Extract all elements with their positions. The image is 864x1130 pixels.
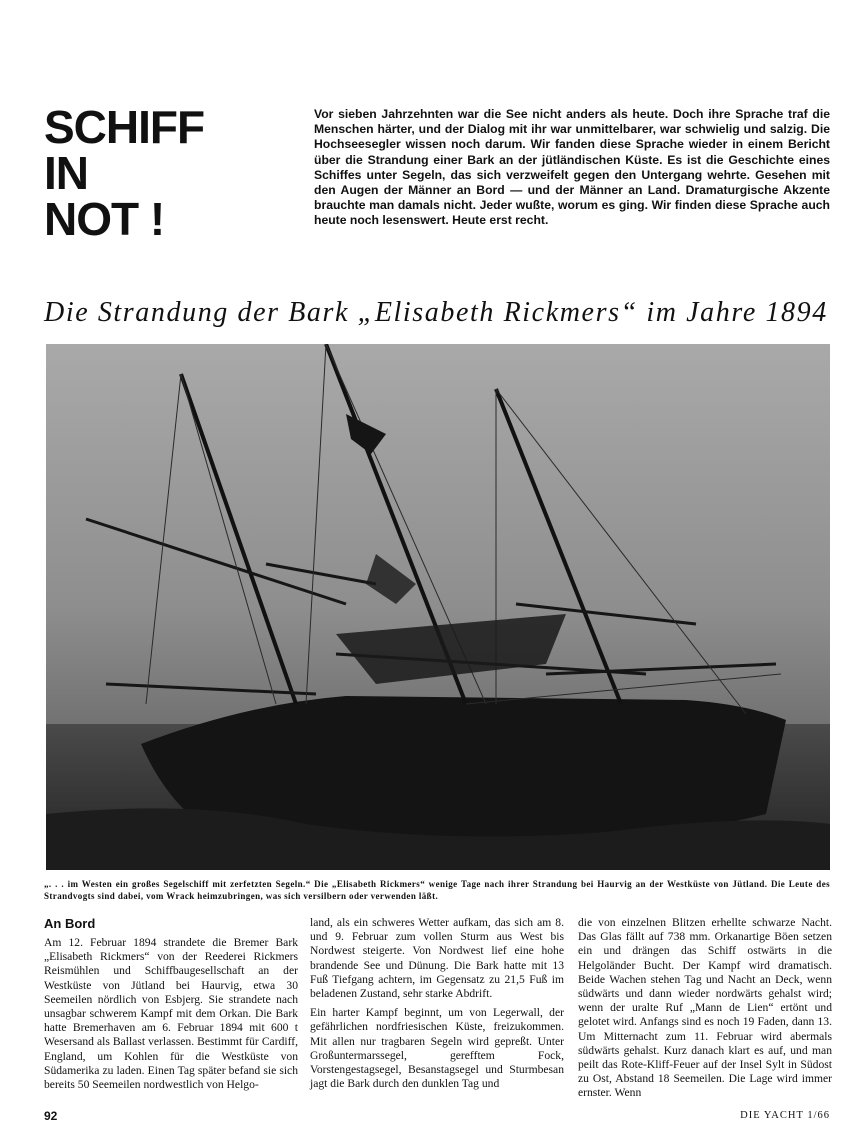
- column-1-paragraph-1: Am 12. Februar 1894 strandete die Bremer Bark „Elisabeth Rickmers“ von der Reederei Rickmers Reismühlen und Schiffbaugesellschaft an der Westküste von Jütland bei Haurvig, etwa 30 Seemeilen nördlich von Esbjerg. Sie strandete nach unsagbar schwerem Kampf mit dem Orkan. Die Bark hatte Bremerhaven am 6. Februar 1894 mit 600 t Wesersand als Ballast verlassen. Bestimmt für Cardiff, England, um Kohlen für die Westküste von Südamerika zu laden. Einen Tag später befand sie sich bereits 50 Seemeilen nordwestlich von Helgo-: [44, 936, 298, 1092]
- article-title: [44, 101, 284, 245]
- title-line-1: SCHIFF: [44, 101, 205, 153]
- title-line-3: NOT !: [44, 193, 165, 245]
- column-2-paragraph-2: Ein harter Kampf beginnt, um von Legerwall, der gefährlichen nordfriesischen Küste, freizukommen. Mit allen nur tragbaren Segeln wird gepreßt. Unter Großuntermarssegel, gerefftem Fock, Vorstengestagsegel, Besanstagsegel und Sturmbesan jagt die Bark durch den dunklen Tag und: [310, 1006, 564, 1091]
- article-column-1: [44, 916, 298, 1097]
- column-3-paragraph-1: die von einzelnen Blitzen erhellte schwarze Nacht. Das Glas fällt auf 738 mm. Orkanartige Böen setzen ein und drängen das Schiff ostwärts in die Helgoländer Bucht. Der Kampf wird dramatisch. Beide Wachen stehen Tag und Nacht an Deck, wenn südwärts und dann wieder nordwärts gehalst wird; wenn der uralte Ruf „Mann de Lien“ ertönt und gelotet wird. Anfangs sind es noch 19 Faden, dann 13. Um Mitternacht zum 11. Februar wird abermals südwärts gehalst. Kurz danach klart es auf, und man peilt das Rote-Kliff-Feuer auf der Insel Sylt in Südost zu Ost, Abstand 18 Seemeilen. Die Lage wird immer ernster. Wenn: [578, 916, 832, 1100]
- section-heading: An Bord: [44, 916, 96, 931]
- page-number: 92: [44, 1109, 58, 1123]
- article-column-2: [310, 916, 564, 1096]
- shipwreck-photo: [46, 344, 830, 870]
- article-subtitle: Die Strandung der Bark „Elisabeth Rickmers“ im Jahre 1894: [44, 297, 828, 328]
- photo-caption: „. . . im Westen ein großes Segelschiff mit zerfetzten Segeln.“ Die „Elisabeth Rickmers“ wenige Tage nach ihrer Strandung bei Haurvig an der Westküste von Jütland. Die Leute des Strandvogts sind dabei, vom Wrack heimzubringen, was sich versilbern oder verwenden läßt.: [44, 879, 830, 901]
- column-2-paragraph-1: land, als ein schweres Wetter aufkam, das sich am 8. und 9. Februar zum vollen Sturm aus West bis Nordwest steigerte. Von Nordwest lief eine hohe brandende See und Dünung. Die Bark hatte mit 13 Fuß Tiefgang achtern, im Gegensatz zu 21,5 Fuß im beladenen Zustand, sehr starke Abdrift.: [310, 916, 564, 1001]
- article-column-3: [578, 916, 832, 1106]
- title-line-2: IN: [44, 147, 88, 199]
- shipwreck-photo-illustration: [46, 344, 830, 870]
- intro-paragraph: Vor sieben Jahrzehnten war die See nicht anders als heute. Doch ihre Sprache traf die Menschen härter, und der Dialog mit ihr war unmittelbarer, war schwielig und salzig. Die Hochseesegler wissen noch darum. Wir fanden diese Sprache wieder in einem Bericht über die Strandung einer Bark an der jütländischen Küste. Es ist die Geschichte eines Schiffes unter Segeln, das sich verzweifelt gegen den Untergang wehrte. Gesehen mit den Augen der Männer an Bord — und der Männer an Land. Dramaturgische Akzente brauchte man damals nicht. Jeder wußte, worum es ging. Wir finden diese Sprache auch heute noch lesenswert. Heute erst recht.: [314, 107, 830, 228]
- publication-footer: DIE YACHT 1/66: [740, 1110, 830, 1121]
